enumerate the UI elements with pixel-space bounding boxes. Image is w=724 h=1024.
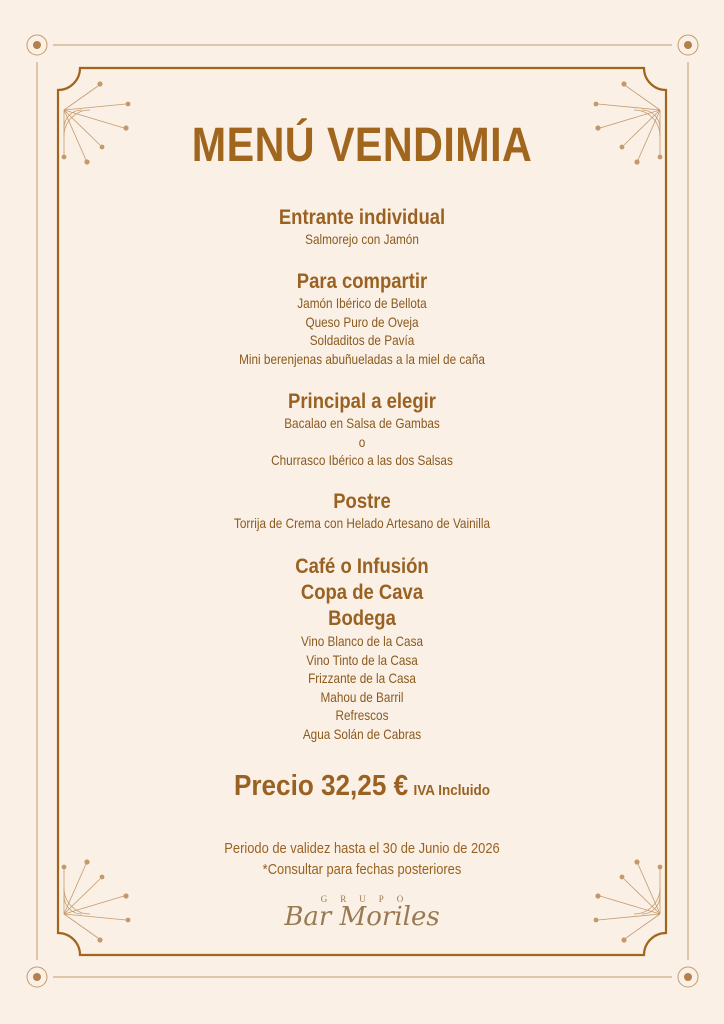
section-heading: Postre: [333, 490, 391, 513]
menu-item: Salmorejo con Jamón: [305, 231, 419, 247]
menu-item: Jamón Ibérico de Bellota: [297, 295, 427, 311]
menu-item: Queso Puro de Oveja: [305, 313, 419, 330]
menu-item: Vino Tinto de la Casa: [306, 651, 418, 668]
price: [36, 770, 688, 803]
section-heading: Bodega: [328, 607, 396, 630]
section-heading: Entrante individual: [278, 206, 446, 229]
menu-item: Torrija de Crema con Helado Artesano de Vainilla: [233, 515, 491, 531]
price-note: IVA Incluido: [413, 782, 491, 799]
menu-item: Vino Blanco de la Casa: [300, 633, 424, 649]
menu-item: Agua Solán de Cabras: [302, 725, 422, 742]
validity-line: Periodo de validez hasta el 30 de Junio de 2026: [224, 840, 500, 857]
brand-logo: [262, 894, 462, 946]
section-heading: Para compartir: [296, 270, 428, 293]
price-label: Precio 32,25 €: [233, 770, 409, 802]
section-principal: [0, 390, 724, 470]
validity-note: [51, 838, 674, 880]
section-compartir: [0, 270, 724, 368]
menu-item: Churrasco Ibérico a las dos Salsas: [271, 452, 453, 468]
menu-item: Mini berenjenas abuñueladas a la miel de caña: [239, 350, 485, 367]
menu-item: Bacalao en Salsa de Gambas: [284, 415, 440, 431]
section-heading: Copa de Cava: [300, 581, 424, 604]
validity-line: *Consultar para fechas posteriores: [262, 861, 462, 878]
logo-main-text: Bar Moriles: [284, 902, 440, 932]
menu-item: Frizzante de la Casa: [308, 670, 416, 686]
menu-item: Mahou de Barril: [320, 688, 404, 705]
section-heading: Café o Infusión: [295, 555, 429, 578]
logo-top-text: GRUPO: [320, 894, 417, 904]
section-entrante: [0, 206, 724, 249]
section-postre: [0, 490, 724, 533]
menu-item: Refrescos: [335, 707, 389, 723]
menu-title: MENÚ VENDIMIA: [191, 119, 533, 172]
menu-item: o: [358, 433, 366, 450]
section-bebidas: [0, 554, 724, 743]
section-heading: Principal a elegir: [288, 390, 436, 413]
menu-item: Soldaditos de Pavía: [309, 332, 415, 348]
